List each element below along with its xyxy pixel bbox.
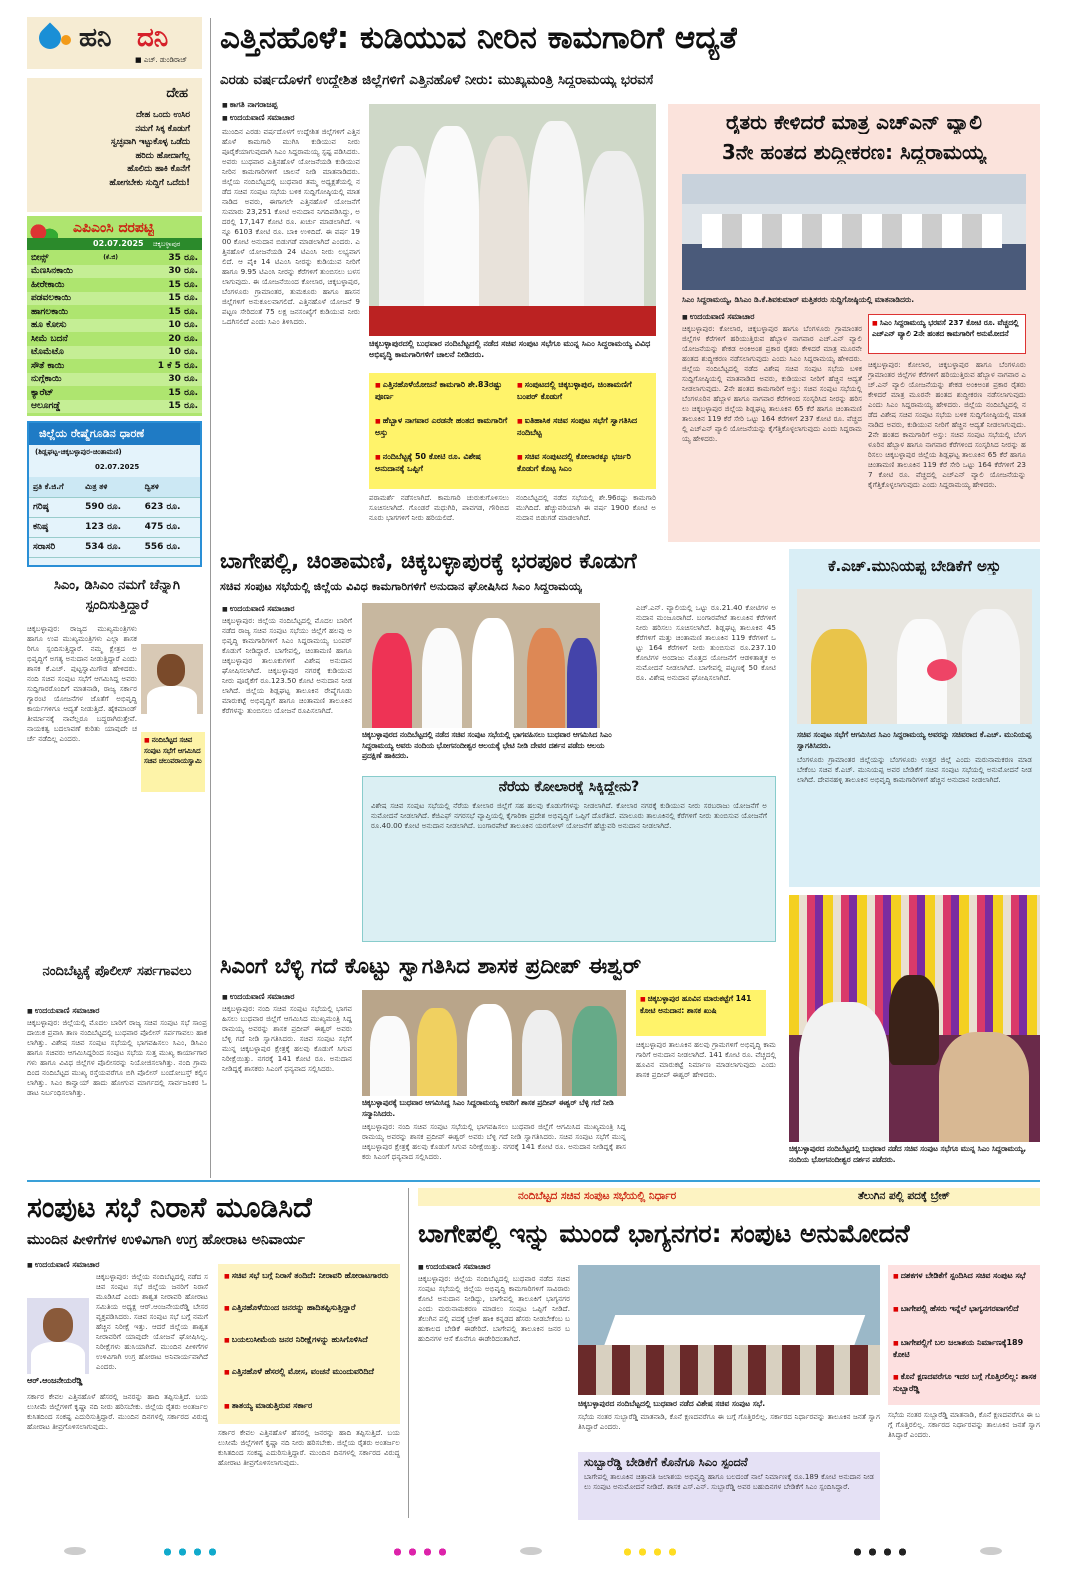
market-item-name: ಹೂ ಕೋಸು bbox=[31, 320, 67, 331]
logo-hani: ಹನಿ bbox=[79, 23, 112, 53]
hn-headline-2: 3ನೇ ಹಂತದ ಶುದ್ಧೀಕರಣ: ಸಿದ್ದರಾಮಯ್ಯ bbox=[721, 140, 987, 164]
hn-caption: ಸಿಎಂ ಸಿದ್ದರಾಮಯ್ಯ, ಡಿಸಿಎಂ ಡಿ.ಕೆ.ಶಿವಕುಮಾರ್ ಮತ್ತಿತರರು ಸುದ್ದಿಗೋಷ್ಠಿಯಲ್ಲಿ ಮಾತನಾಡಿದರು. bbox=[682, 295, 915, 304]
poem-box bbox=[27, 78, 202, 212]
lead-bullet: ■ ನಂದಿಬೆಟ್ಟಕ್ಕೆ 50 ಕೋಟಿ ರೂ. ವಿಶೇಷ ಅನುದಾನಕ್ಕೆ ಒಪ್ಪಿಗೆ bbox=[375, 451, 510, 474]
market-item-price: 30 ರೂ. bbox=[168, 374, 198, 385]
market-row bbox=[27, 373, 202, 387]
silk-date: 02.07.2025 bbox=[95, 463, 140, 471]
silk-title: ಜಿಲ್ಲೆಯ ರೇಷ್ಮೆಗೂಡಿನ ಧಾರಣೆ bbox=[39, 427, 145, 440]
bagepalli-headline: ಬಾಗೇಪಲ್ಲಿ, ಚಿಂತಾಮಣಿ, ಚಿಕ್ಕಬಳ್ಳಾಪುರಕ್ಕೆ ಭರಪೂರ ಕೊಡುಗೆ bbox=[220, 549, 637, 574]
market-rates bbox=[27, 216, 202, 416]
photo-figure bbox=[370, 1016, 410, 1096]
photo-figure bbox=[799, 1002, 889, 1142]
subba-title: ಸುಬ್ಬಾರೆಡ್ಡಿ ಬೇಡಿಕೆಗೆ ಕೊನೆಗೂ ಸಿಎಂ ಸ್ಪಂದನೆ bbox=[584, 1455, 748, 1469]
poem-line: ಹೋಗಬೇಕು ಸುದ್ದಿಗೆ ಒದೆದು! bbox=[109, 176, 190, 187]
poem-line: ಸ್ವಚ್ಛವಾಗಿ ಇಟ್ಟುಕೊಳ್ಳ ಒಡೆದು bbox=[110, 136, 190, 146]
hn-body-2: ಚಿಕ್ಕಬಳ್ಳಾಪುರ: ಕೋಲಾರ, ಚಿಕ್ಕಬಳ್ಳಾಪುರ ಹಾಗೂ ಬೆಂಗಳೂರು ಗ್ರಾಮಾಂತರ ಜಿಲ್ಲೆಗಳ ಕೆರೆಗಳಿಗೆ ಹರಿಯುತ್ತಿರುವ ಹೆಬ್ಬಾಳ ನಾಗವಾರ ಎಚ್.ಎನ್ ವ್ಯಾಲಿ ಯೋಜನೆಯನ್ನು ಶೇಕಡ ಅಂಕಿಅಂಶ ಪ್ರಕಾರ ರೈತರು ಕೇಳಿದರೆ ಮಾತ್ರ ಮೂರನೇ ಹಂತದ ಶುದ್ಧೀಕರಣ ನಡೆಸಲಾಗುವುದು ಎಂದು ಸಿಎಂ ಸಿದ್ದರಾಮಯ್ಯ ಹೇಳಿದರು. ಜಿಲ್ಲೆಯ ನಂದಿಬೆಟ್ಟದಲ್ಲಿ ನಡೆದ ವಿಶೇಷ ಸಚಿವ ಸಂಪುಟ ಸಭೆಯ ಬಳಿಕ ಸುದ್ದಿಗೋಷ್ಠಿಯಲ್ಲಿ ಮಾತನಾಡಿದ ಅವರು, ಕುಡಿಯುವ ನೀರಿಗೆ ಹೆಚ್ಚಿನ ಆದ್ಯತೆ ನೀಡಲಾಗುವುದು. 2ನೇ ಹಂತದ ಕಾಮಗಾರಿಗೆ ಅಸ್ತು: ಸಚಿವ ಸಂಪುಟ ಸಭೆಯಲ್ಲಿ ಬೆಂಗಳೂರಿನ ಹೆಬ್ಬಾಳ ಹಾಗೂ ನಾಗವಾರ ಕೆರೆಗಳಿಂದ ಸಂಸ್ಕರಿಸಿದ ನೀರನ್ನು ಹರಿಸಲು ಚಿಕ್ಕಬಳ್ಳಾಪುರ ಜಿಲ್ಲೆಯ ಶಿಡ್ಲಘಟ್ಟ ತಾಲೂಕಿನ 65 ಕೆರೆ ಹಾಗೂ ಚಿಂತಾಮಣಿ ತಾಲೂಕಿನ 119 ಕೆರೆ ಸೇರಿ ಒಟ್ಟು 164 ಕೆರೆಗಳಿಗೆ 237 ಕೋಟಿ ರೂ. ವೆಚ್ಚದಲ್ಲಿ ಎಚ್‌ಎನ್ ವ್ಯಾಲಿ ಯೋಜನೆಯನ್ನು ಕೈಗೆತ್ತಿಕೊಳ್ಳಲಾಗುವುದು ಎಂದು ಸಿದ್ದರಾಮಯ್ಯ ಹೇಳಿದರು. bbox=[868, 360, 1026, 489]
market-spacer bbox=[99, 305, 132, 319]
cm-box-photo bbox=[141, 644, 203, 714]
disappoint-body-lower: ಸರ್ಕಾರ ಕೇವಲ ಎತ್ತಿನಹೊಳೆ ಹೆಸರಲ್ಲಿ ಜನರನ್ನು ಹಾದಿ ತಪ್ಪಿಸುತ್ತಿದೆ. ಬಯಲುಸೀಮೆ ಜಿಲ್ಲೆಗಳಿಗೆ ಕೃಷ್ಣಾ ನದಿ ನೀರು ಹರಿಸಬೇಕು. ಜಿಲ್ಲೆಯ ರೈತರು ಅಂತರ್ಜಲ ಕುಸಿತದಿಂದ ಸಂಕಷ್ಟ ಎದುರಿಸುತ್ತಿದ್ದಾರೆ. ಮುಂದಿನ ದಿನಗಳಲ್ಲಿ ಸರ್ಕಾರದ ವಿರುದ್ಧ ಹೋರಾಟ ತೀವ್ರಗೊಳಿಸಲಾಗುವುದು. bbox=[27, 1392, 208, 1431]
orange-dot-icon bbox=[61, 35, 71, 45]
bhagya-kicker: ನಂದಿಬೆಟ್ಟದ ಸಚಿವ ಸಂಪುಟ ಸಭೆಯಲ್ಲಿ ನಿರ್ಧಾರ bbox=[518, 1190, 677, 1202]
police-body: ಚಿಕ್ಕಬಳ್ಳಾಪುರ: ಜಿಲ್ಲೆಯಲ್ಲಿ ಮೊದಲ ಬಾರಿಗೆ ರಾಜ್ಯ ಸಚಿವ ಸಂಪುಟ ಸಭೆ ಸಾಂಪ್ರದಾಯಿಕ ಪ್ರವಾಸಿ ತಾಣ ನಂದಿಬೆಟ್ಟದಲ್ಲಿ ಬುಧವಾರ ಪೊಲೀಸ್ ಸರ್ಪಗಾವಲು ಹಾಕಲಾಗಿತ್ತು. ವಿಶೇಷ ಸಚಿವ ಸಂಪುಟ ಸಭೆಯಲ್ಲಿ ಭಾಗವಹಿಸಲು ಸಿಎಂ, ಡಿಸಿಎಂ ಹಾಗೂ ಸಚಿವರು ಆಗಮಿಸಿದ್ದರಿಂದ ಸಂಪುಟ ಸಭೆಯ ಸುತ್ತ ಮುಖ್ಯ ಕಾರ್ಯಾಗಾರಗಳು ಹಾಗೂ ವಿವಿಧ ಜಿಲ್ಲೆಗಳ ಪೊಲೀಸರನ್ನು ನಿಯೋಜಿಸಲಾಗಿತ್ತು. ನಂದಿ ಗ್ರಾಮದಿಂದ ನಂದಿಬೆಟ್ಟದ ಮುಖ್ಯ ರಸ್ತೆಯವರೆಗೂ ಬಿಗಿ ಪೊಲೀಸ್ ಬಂದೋಬಸ್ತ್ ಕಲ್ಪಿಸಲಾಗಿತ್ತು. ಸಿಎಂ ಕಾನ್ವಾಯ್ ಹಾದು ಹೋಗುವ ಮಾರ್ಗದಲ್ಲಿ ಸಾರ್ವಜನಿಕರ ಓಡಾಟ ನಿರ್ಬಂಧಿಸಲಾಗಿತ್ತು. bbox=[27, 1018, 207, 1097]
market-spacer bbox=[99, 265, 132, 279]
photo-figure bbox=[811, 629, 867, 724]
market-row bbox=[27, 359, 202, 373]
silk-row bbox=[29, 497, 200, 517]
bhagya-bullet: ■ ಬಾಗೇಪಲ್ಲಿ ಹೆಸರು ಇನ್ನೆಲೆ ಭಾಗ್ಯನಗರವಾಗಲಿದೆ bbox=[893, 1303, 1037, 1315]
market-item-name: ಆಲೂಗಡ್ಡೆ bbox=[31, 401, 61, 412]
color-dots bbox=[390, 1547, 450, 1557]
market-item-price: 15 ರೂ. bbox=[168, 279, 198, 290]
disappoint-body-2: ಸರ್ಕಾರ ಕೇವಲ ಎತ್ತಿನಹೊಳೆ ಹೆಸರಲ್ಲಿ ಜನರನ್ನು ಹಾದಿ ತಪ್ಪಿಸುತ್ತಿದೆ. ಬಯಲುಸೀಮೆ ಜಿಲ್ಲೆಗಳಿಗೆ ಕೃಷ್ಣಾ ನದಿ ನೀರು ಹರಿಸಬೇಕು. ಜಿಲ್ಲೆಯ ರೈತರು ಅಂತರ್ಜಲ ಕುಸಿತದಿಂದ ಸಂಕಷ್ಟ ಎದುರಿಸುತ್ತಿದ್ದಾರೆ. ಮುಂದಿನ ದಿನಗಳಲ್ಲಿ ಸರ್ಕಾರದ ವಿರುದ್ಧ ಹೋರಾಟ ತೀವ್ರಗೊಳಿಸಲಾಗುವುದು. bbox=[218, 1428, 400, 1467]
market-item-price: 10 ರೂ. bbox=[168, 347, 198, 358]
market-item-name: ಹೀರೇಕಾಯಿ bbox=[31, 279, 65, 290]
hn-body-1: ಚಿಕ್ಕಬಳ್ಳಾಪುರ: ಕೋಲಾರ, ಚಿಕ್ಕಬಳ್ಳಾಪುರ ಹಾಗೂ ಬೆಂಗಳೂರು ಗ್ರಾಮಾಂತರ ಜಿಲ್ಲೆಗಳ ಕೆರೆಗಳಿಗೆ ಹರಿಯುತ್ತಿರುವ ಹೆಬ್ಬಾಳ ನಾಗವಾರ ಎಚ್.ಎನ್ ವ್ಯಾಲಿ ಯೋಜನೆಯನ್ನು ಶೇಕಡ ಅಂಕಿಅಂಶ ಪ್ರಕಾರ ರೈತರು ಕೇಳಿದರೆ ಮಾತ್ರ ಮೂರನೇ ಹಂತದ ಶುದ್ಧೀಕರಣ ನಡೆಸಲಾಗುವುದು ಎಂದು ಸಿಎಂ ಸಿದ್ದರಾಮಯ್ಯ ಹೇಳಿದರು. ಜಿಲ್ಲೆಯ ನಂದಿಬೆಟ್ಟದಲ್ಲಿ ನಡೆದ ವಿಶೇಷ ಸಚಿವ ಸಂಪುಟ ಸಭೆಯ ಬಳಿಕ ಸುದ್ದಿಗೋಷ್ಠಿಯಲ್ಲಿ ಮಾತನಾಡಿದ ಅವರು, ಕುಡಿಯುವ ನೀರಿಗೆ ಹೆಚ್ಚಿನ ಆದ್ಯತೆ ನೀಡಲಾಗುವುದು. 2ನೇ ಹಂತದ ಕಾಮಗಾರಿಗೆ ಅಸ್ತು: ಸಚಿವ ಸಂಪುಟ ಸಭೆಯಲ್ಲಿ ಬೆಂಗಳೂರಿನ ಹೆಬ್ಬಾಳ ಹಾಗೂ ನಾಗವಾರ ಕೆರೆಗಳಿಂದ ಸಂಸ್ಕರಿಸಿದ ನೀರನ್ನು ಹರಿಸಲು ಚಿಕ್ಕಬಳ್ಳಾಪುರ ಜಿಲ್ಲೆಯ ಶಿಡ್ಲಘಟ್ಟ ತಾಲೂಕಿನ 65 ಕೆರೆ ಹಾಗೂ ಚಿಂತಾಮಣಿ ತಾಲೂಕಿನ 119 ಕೆರೆ ಸೇರಿ ಒಟ್ಟು 164 ಕೆರೆಗಳಿಗೆ 237 ಕೋಟಿ ರೂ. ವೆಚ್ಚದಲ್ಲಿ ಎಚ್‌ಎನ್ ವ್ಯಾಲಿ ಯೋಜನೆಯನ್ನು ಕೈಗೆತ್ತಿಕೊಳ್ಳಲಾಗುವುದು ಎಂದು ಸಿದ್ದರಾಮಯ್ಯ ಹೇಳಿದರು. bbox=[682, 324, 862, 443]
photo-figure bbox=[472, 618, 514, 728]
market-row bbox=[27, 400, 202, 414]
market-item-name: ಹಾಗಲಕಾಯಿ bbox=[31, 306, 69, 317]
silk-header: ದ್ವಿತಳಿ bbox=[141, 477, 200, 497]
bouquet bbox=[927, 659, 957, 681]
market-item-name: ಕ್ಯಾರೆಟ್ bbox=[31, 387, 54, 398]
print-marks bbox=[0, 1535, 1080, 1565]
market-spacer bbox=[99, 386, 132, 400]
photo-banner bbox=[682, 174, 1026, 204]
market-item-name: ನುಗ್ಗೆಕಾಯಿ bbox=[31, 374, 62, 385]
silver-body: ಚಿಕ್ಕಬಳ್ಳಾಪುರ: ನಂದಿ ಸಚಿವ ಸಂಪುಟ ಸಭೆಯಲ್ಲಿ ಭಾಗವಹಿಸಲು ಬುಧವಾರ ಜಿಲ್ಲೆಗೆ ಆಗಮಿಸಿದ ಮುಖ್ಯಮಂತ್ರಿ ಸಿದ್ದರಾಮಯ್ಯ ಅವರನ್ನು ಶಾಸಕ ಪ್ರದೀಪ್ ಈಶ್ವರ್ ಅವರು ಬೆಳ್ಳಿ ಗದೆ ನೀಡಿ ಸ್ವಾಗತಿಸಿದರು. ಸಚಿವ ಸಂಪುಟ ಸಭೆಗೆ ಮುನ್ನ ಚಿಕ್ಕಬಳ್ಳಾಪುರ ಕ್ಷೇತ್ರಕ್ಕೆ ಹಲವು ಕೊಡುಗೆ ಸಿಗುವ ನಿರೀಕ್ಷೆಯಿತ್ತು. ನಗರಕ್ಕೆ 141 ಕೋಟಿ ರೂ. ಅನುದಾನ ನೀಡಿದ್ದಕ್ಕೆ ಶಾಸಕರು ಸಿಎಂಗೆ ಧನ್ಯವಾದ ಸಲ್ಲಿಸಿದರು. bbox=[222, 1004, 352, 1073]
photo-carpet bbox=[369, 306, 656, 336]
photo-figure bbox=[424, 126, 479, 336]
disappoint-body: ಚಿಕ್ಕಬಳ್ಳಾಪುರ: ಜಿಲ್ಲೆಯ ನಂದಿಬೆಟ್ಟದಲ್ಲಿ ನಡೆದ ಸಚಿವ ಸಂಪುಟ ಸಭೆ ಜಿಲ್ಲೆಯ ಜನರಿಗೆ ನಿರಾಸೆ ಮೂಡಿಸಿದೆ ಎಂದು ಶಾಶ್ವತ ನೀರಾವರಿ ಹೋರಾಟ ಸಮಿತಿಯ ಅಧ್ಯಕ್ಷ ಆರ್.ಆಂಜನೇಯರೆಡ್ಡಿ ಬೇಸರ ವ್ಯಕ್ತಪಡಿಸಿದರು. ಸಚಿವ ಸಂಪುಟ ಸಭೆ ಬಗ್ಗೆ ನಮಗೆ ಹೆಚ್ಚಿನ ನಿರೀಕ್ಷೆ ಇತ್ತು. ಆದರೆ ಜಿಲ್ಲೆಯ ಶಾಶ್ವತ ನೀರಾವರಿಗೆ ಯಾವುದೇ ಯೋಜನೆ ಘೋಷಿಸಿಲ್ಲ. ನಿರೀಕ್ಷೆಗಳು ಹುಸಿಯಾಗಿವೆ. ಮುಂದಿನ ಪೀಳಿಗೆಗಳ ಉಳಿವಿಗಾಗಿ ಉಗ್ರ ಹೋರಾಟ ಅನಿವಾರ್ಯವಾಗಿದೆ ಎಂದರು. bbox=[96, 1272, 208, 1371]
bhagya-photo bbox=[578, 1265, 880, 1395]
silk-row bbox=[29, 537, 200, 557]
kolar-body: ವಿಶೇಷ ಸಚಿವ ಸಂಪುಟ ಸಭೆಯಲ್ಲಿ ನೆರೆಯ ಕೋಲಾರ ಜಿಲ್ಲೆಗೆ ಸಹ ಹಲವು ಕೊಡುಗೆಗಳನ್ನು ನೀಡಲಾಗಿದೆ. ಕೋಲಾರ ನಗರಕ್ಕೆ ಕುಡಿಯುವ ನೀರು ಸರಬರಾಜು ಯೋಜನೆಗೆ ಅನುಮೋದನೆ ನೀಡಲಾಗಿದೆ. ಕೆಜಿಎಫ್ ನಗರಸಭೆ ವ್ಯಾಪ್ತಿಯಲ್ಲಿ ಕೈಗಾರಿಕಾ ಪ್ರದೇಶ ಅಭಿವೃದ್ಧಿಗೆ ಒಪ್ಪಿಗೆ ದೊರೆತಿದೆ. ಮಾಲೂರು ತಾಲೂಕಿನಲ್ಲಿ ಕೆರೆಗಳಿಗೆ ನೀರು ತುಂಬಿಸುವ ಯೋಜನೆಗೆ ರೂ.40.00 ಕೋಟಿ ಅನುದಾನ ನೀಡಲಾಗಿದೆ. ಬಂಗಾರಪೇಟೆ ತಾಲೂಕಿನ ಯರಗೋಳ್ ಯೋಜನೆಗೆ ಹೆಚ್ಚುವರಿ ಅನುದಾನ ನೀಡಲಾಗಿದೆ. bbox=[371, 801, 767, 830]
bagepalli-desk: ■ ಉದಯವಾಣಿ ಸಮಾಚಾರ bbox=[222, 604, 295, 614]
market-item-price: 15 ರೂ. bbox=[168, 387, 198, 398]
cm-box-title-1: ಸಿಎಂ, ಡಿಸಿಎಂ ನಮಗೆ ಚೆನ್ನಾಗಿ ಸ್ಪಂದಿಸುತ್ತಿದ್ದಾರೆ bbox=[54, 578, 180, 613]
portrait-face bbox=[157, 654, 185, 686]
bhagya-caption: ಚಿಕ್ಕಬಳ್ಳಾಪುರದ ನಂದಿಬೆಟ್ಟದಲ್ಲಿ ಬುಧವಾರ ನಡೆದ ವಿಶೇಷ ಸಚಿವ ಸಂಪುಟ ಸಭೆ. bbox=[578, 1399, 766, 1408]
bagepalli-caption: ಚಿಕ್ಕಬಳ್ಳಾಪುರದ ನಂದಿಬೆಟ್ಟದಲ್ಲಿ ನಡೆದ ಸಚಿವ ಸಂಪುಟ ಸಭೆಯಲ್ಲಿ ಭಾಗವಹಿಸಲು ಬುಧವಾರ ಆಗಮಿಸಿದ ಸಿಎಂ ಸಿದ್ದರಾಮಯ್ಯ ಅವರು ನಂದಿಯ ಭೋಗನಂದೀಶ್ವರ ಆಲಯಕ್ಕೆ ಭೇಟಿ ನೀಡಿ ದೇವರ ದರ್ಶನ ಪಡೆದು ಆಲಯ ಪ್ರದಕ್ಷಿಣೆ ಹಾಕಿದರು. bbox=[362, 730, 612, 760]
market-spacer bbox=[99, 359, 132, 373]
market-place: ಚಿಕ್ಕಬಳ್ಳಾಪುರ bbox=[153, 240, 181, 248]
lead-headline: ಎತ್ತಿನಹೊಳೆ: ಕುಡಿಯುವ ನೀರಿನ ಕಾಮಗಾರಿಗೆ ಆದ್ಯತೆ bbox=[220, 20, 738, 56]
silk-cell: 534 ರೂ. bbox=[81, 537, 140, 557]
market-item-name: ಸೌತೆ ಕಾಯಿ bbox=[31, 360, 65, 371]
market-item-name: ಪಡವಲಕಾಯಿ bbox=[31, 293, 72, 304]
photo-figure bbox=[467, 1004, 512, 1096]
silver-callout bbox=[636, 990, 766, 1036]
section-divider bbox=[27, 1180, 1040, 1182]
disappoint-portrait bbox=[27, 1298, 89, 1374]
poem-title: ದೇಹ bbox=[166, 86, 188, 101]
silk-row bbox=[29, 517, 200, 537]
lead-subhead: ಎರಡು ವರ್ಷದೊಳಗೆ ಉದ್ದೇಶಿತ ಜಿಲ್ಲೆಗಳಿಗೆ ಎತ್ತಿನಹೊಳೆ ನೀರು: ಮುಖ್ಯಮಂತ್ರಿ ಸಿದ್ದರಾಮಯ್ಯ ಭರವಸೆ bbox=[220, 72, 654, 88]
lead-bullet: ■ ಸಂಪುಟದಲ್ಲಿ ಚಿಕ್ಕಬಳ್ಳಾಪುರ, ಚಿಂತಾಮಣಿಗೆ ಬಂಪರ್ ಕೊಡುಗೆ bbox=[517, 379, 652, 402]
police-desk: ■ ಉದಯವಾಣಿ ಸಮಾಚಾರ bbox=[27, 1006, 100, 1016]
hn-callout bbox=[868, 314, 1026, 354]
hn-desk: ■ ಉದಯವಾಣಿ ಸಮಾಚಾರ bbox=[682, 312, 755, 322]
temple-caption: ಚಿಕ್ಕಬಳ್ಳಾಪುರದ ನಂದಿಬೆಟ್ಟದಲ್ಲಿ ಬುಧವಾರ ನಡೆದ ಸಚಿವ ಸಂಪುಟ ಸಭೆಗೂ ಮುನ್ನ ಸಿಎಂ ಸಿದ್ದರಾಮಯ್ಯ, ನಂದಿಯ ಭೋಗನಂದೀಶ್ವರ ದರ್ಶನ ಪಡೆದರು. bbox=[789, 1144, 1027, 1164]
bhagya-body-2: ಸಭೆಯ ನಂತರ ಸುಬ್ಬಾರೆಡ್ಡಿ ಮಾತನಾಡಿ, ಕೊನೆ ಕ್ಷಣದವರೆಗೂ ಈ ಬಗ್ಗೆ ಗೊತ್ತಿರಲಿಲ್ಲ. ಸರ್ಕಾರದ ನಿರ್ಧಾರವನ್ನು ತಾಲೂಕಿನ ಜನತೆ ಸ್ವಾಗತಿಸಿದ್ದಾರೆ ಎಂದರು. bbox=[888, 1410, 1040, 1439]
portrait-face bbox=[43, 1308, 73, 1342]
bhagya-body: ಚಿಕ್ಕಬಳ್ಳಾಪುರ: ಜಿಲ್ಲೆಯ ನಂದಿಬೆಟ್ಟದಲ್ಲಿ ಬುಧವಾರ ನಡೆದ ಸಚಿವ ಸಂಪುಟ ಸಭೆಯಲ್ಲಿ ಜಿಲ್ಲೆಯ ಅಭಿವೃದ್ಧಿ ಕಾಮಗಾರಿಗಳಿಗೆ ಸಾವಿರಾರು ಕೋಟಿ ಅನುದಾನ ನೀಡಿದ್ದು, ಬಾಗೇಪಲ್ಲಿ ತಾಲೂಕಿಗೆ ಭಾಗ್ಯನಗರ ಎಂದು ಮರುನಾಮಕರಣ ಮಾಡಲು ಸಂಪುಟ ಒಪ್ಪಿಗೆ ನೀಡಿದೆ. ತೆಲುಗಿನ ಪಲ್ಲಿ ಪದಕ್ಕೆ ಬ್ರೇಕ್ ಹಾಕಿ ಕನ್ನಡದ ಹೆಸರು ನೀಡಬೇಕೆಂಬ ಬಹುಕಾಲದ ಬೇಡಿಕೆ ಈಡೇರಿದೆ. ಬಾಗೇಪಲ್ಲಿ ತಾಲೂಕಿನ ಜನರ ಬಹುದಿನಗಳ ಆಸೆ ಕೊನೆಗೂ ಈಡೇರಿದಂತಾಗಿದೆ. bbox=[418, 1274, 570, 1343]
hn-headline-1: ರೈತರು ಕೇಳಿದರೆ ಮಾತ್ರ ಎಚ್‌ಎನ್ ವ್ಯಾಲಿ bbox=[726, 110, 982, 134]
police-title: ನಂದಿಬೆಟ್ಟಕ್ಕೆ ಪೊಲೀಸ್ ಸರ್ಪಗಾವಲು bbox=[42, 964, 192, 979]
color-dots bbox=[620, 1547, 680, 1557]
column-rule bbox=[210, 18, 211, 1178]
market-row bbox=[27, 292, 202, 306]
photo-figures bbox=[702, 214, 1002, 248]
photo-figure bbox=[567, 638, 597, 728]
silver-body-3: ಚಿಕ್ಕಬಳ್ಳಾಪುರ ತಾಲೂಕಿನ ಹಲವು ಗ್ರಾಮಗಳಿಗೆ ಅಭಿವೃದ್ಧಿ ಕಾಮಗಾರಿಗೆ ಅನುದಾನ ನೀಡಲಾಗಿದೆ. 141 ಕೋಟಿ ರೂ. ವೆಚ್ಚದಲ್ಲಿ ಹೂವಿನ ಮಾರುಕಟ್ಟೆ ನಿರ್ಮಾಣ ಮಾಡಲಾಗುವುದು ಎಂದು ಶಾಸಕ ಪ್ರದೀಪ್ ಈಶ್ವರ್ ಹೇಳಿದರು. bbox=[636, 1040, 776, 1079]
photo-figure bbox=[962, 609, 1020, 724]
silver-callout-text: ■ ಚಿಕ್ಕಬಳ್ಳಾಪುರ ಹೂವಿನ ಮಾರುಕಟ್ಟೆಗೆ 141 ಕೋಟಿ ಅನುದಾನ: ಶಾಸಕ ಖುಷಿ bbox=[636, 990, 766, 1020]
market-item-price: 15 ರೂ. bbox=[168, 293, 198, 304]
poem-line: ಹರಿದು ಹೋದಾಗೆಲ್ಲ bbox=[135, 149, 190, 160]
silver-body-2: ಚಿಕ್ಕಬಳ್ಳಾಪುರ: ನಂದಿ ಸಚಿವ ಸಂಪುಟ ಸಭೆಯಲ್ಲಿ ಭಾಗವಹಿಸಲು ಬುಧವಾರ ಜಿಲ್ಲೆಗೆ ಆಗಮಿಸಿದ ಮುಖ್ಯಮಂತ್ರಿ ಸಿದ್ದರಾಮಯ್ಯ ಅವರನ್ನು ಶಾಸಕ ಪ್ರದೀಪ್ ಈಶ್ವರ್ ಅವರು ಬೆಳ್ಳಿ ಗದೆ ನೀಡಿ ಸ್ವಾಗತಿಸಿದರು. ಸಚಿವ ಸಂಪುಟ ಸಭೆಗೆ ಮುನ್ನ ಚಿಕ್ಕಬಳ್ಳಾಪುರ ಕ್ಷೇತ್ರಕ್ಕೆ ಹಲವು ಕೊಡುಗೆ ಸಿಗುವ ನಿರೀಕ್ಷೆಯಿತ್ತು. ನಗರಕ್ಕೆ 141 ಕೋಟಿ ರೂ. ಅನುದಾನ ನೀಡಿದ್ದಕ್ಕೆ ಶಾಸಕರು ಸಿಎಂಗೆ ಧನ್ಯವಾದ ಸಲ್ಲಿಸಿದರು. bbox=[362, 1122, 626, 1161]
lead-body: ಮುಂದಿನ ಎರಡು ವರ್ಷದೊಳಗೆ ಉದ್ದೇಶಿತ ಜಿಲ್ಲೆಗಳಿಗೆ ಎತ್ತಿನಹೊಳೆ ಕಾಮಗಾರಿ ಮುಗಿಸಿ ಕುಡಿಯುವ ನೀರು ಪೂರೈಕೆಯಾಗುವುದಾಗಿ ಸಿಎಂ ಸಿದ್ದರಾಮಯ್ಯ ಸ್ಪಷ್ಟ ಪಡಿಸಿದರು. ಅವರು ಬುಧವಾರ ಎತ್ತಿನಹೊಳೆ ಯೋಜನೆಯಡಿ ಕುಡಿಯುವ ನೀರಿನ ಕಾಮಗಾರಿಗಳಿಗೆ ಚಾಲನೆ ನೀಡಿ ಮಾತನಾಡಿದರು. ಜಿಲ್ಲೆಯ ನಂದಿಬೆಟ್ಟದಲ್ಲಿ ಬುಧವಾರ ತಮ್ಮ ಅಧ್ಯಕ್ಷತೆಯಲ್ಲಿ ನಡೆದ ಸಚಿವ ಸಂಪುಟ ಸಭೆಯ ಬಳಿಕ ಸುದ್ದಿಗೋಷ್ಠಿಯಲ್ಲಿ ಮಾತನಾಡಿದ ಅವರು, ಈಗಾಗಲೇ ಎತ್ತಿನಹೊಳೆ ಯೋಜನೆಗೆ ಸುಮಾರು 23,251 ಕೋಟಿ ಅನುದಾನ ನಿಗದಿಪಡಿಸಿದ್ದು, ಅದರಲ್ಲಿ 17,147 ಕೋಟಿ ರೂ. ಖರ್ಚು ಮಾಡಲಾಗಿದೆ. ಇನ್ನೂ 6103 ಕೋಟಿ ರೂ. ಬಾಕಿ ಉಳಿದಿದೆ. ಈ ವರ್ಷ 1900 ಕೋಟಿ ಅನುದಾನ ಬಿಡುಗಡೆ ಮಾಡಲಾಗಿದೆ ಎಂದರು. ಎತ್ತಿನಹೊಳೆ ಯೋಜನೆಯಡಿ 24 ಟಿಎಂಸಿ ನೀರು ಲಭ್ಯವಾಗಲಿದೆ. ಆ ಪೈಕಿ 14 ಟಿಎಂಸಿ ನೀರನ್ನು ಕುಡಿಯುವ ನೀರಿಗೆ ಹಾಗೂ 9.95 ಟಿಎಂಸಿ ನೀರನ್ನು ಕೆರೆಗಳಿಗೆ ತುಂಬಿಸಲು ಬಳಸಲಾಗುವುದು. ಈ ಯೋಜನೆಯಿಂದ ಕೋಲಾರ, ಚಿಕ್ಕಬಳ್ಳಾಪುರ, ಬೆಂಗಳೂರು ಗ್ರಾಮಾಂತರ, ತುಮಕೂರು ಹಾಗೂ ಹಾಸನ ಜಿಲ್ಲೆಗಳಿಗೆ ಅನುಕೂಲವಾಗಲಿದೆ. ಎತ್ತಿನಹೊಳೆ ಯೋಜನೆ 9 ಪಟ್ಟಣ ಸೇರಿದಂತೆ 75 ಲಕ್ಷ ಜನಸಂಖ್ಯೆಗೆ ಕುಡಿಯುವ ನೀರು ಒದಗಿಸಲಿದೆ ಎಂದು ಸಿಎಂ ತಿಳಿಸಿದರು. bbox=[222, 127, 360, 326]
bagepalli-body: ಚಿಕ್ಕಬಳ್ಳಾಪುರ: ಜಿಲ್ಲೆಯ ನಂದಿಬೆಟ್ಟದಲ್ಲಿ ಮೊದಲ ಬಾರಿಗೆ ನಡೆದ ರಾಜ್ಯ ಸಚಿವ ಸಂಪುಟ ಸಭೆಯು ಜಿಲ್ಲೆಗೆ ಹಲವು ಅಭಿವೃದ್ಧಿ ಕಾಮಗಾರಿಗಳಿಗೆ ಸಿಎಂ ಸಿದ್ದರಾಮಯ್ಯ ಬಂಪರ್ ಕೊಡುಗೆ ನೀಡಿದ್ದಾರೆ. ಬಾಗೇಪಲ್ಲಿ, ಚಿಂತಾಮಣಿ ಹಾಗೂ ಚಿಕ್ಕಬಳ್ಳಾಪುರ ತಾಲೂಕುಗಳಿಗೆ ವಿಶೇಷ ಅನುದಾನ ಘೋಷಿಸಲಾಗಿದೆ. ಚಿಕ್ಕಬಳ್ಳಾಪುರ ನಗರಕ್ಕೆ ಕುಡಿಯುವ ನೀರು ಪೂರೈಕೆಗೆ ರೂ.123.50 ಕೋಟಿ ಅನುದಾನ ನೀಡಲಾಗಿದೆ. ಜಿಲ್ಲೆಯ ಶಿಡ್ಲಘಟ್ಟ ತಾಲೂಕಿನ ರೇಷ್ಮೆಗೂಡು ಮಾರುಕಟ್ಟೆ ಅಭಿವೃದ್ಧಿಗೆ ಹಾಗೂ ಚಿಂತಾಮಣಿ ತಾಲೂಕಿನ ಕೆರೆಗಳನ್ನು ತುಂಬಿಸಲು ಯೋಜನೆ ರೂಪಿಸಲಾಗಿದೆ. bbox=[222, 616, 352, 715]
silk-cell: 590 ರೂ. bbox=[81, 497, 140, 517]
silk-cell: 123 ರೂ. bbox=[81, 517, 140, 537]
color-dots bbox=[850, 1547, 910, 1557]
photo-figure bbox=[939, 1032, 1029, 1142]
kolar-title: ನೆರೆಯ ಕೋಲಾರಕ್ಕೆ ಸಿಕ್ಕಿದ್ದೇನು? bbox=[498, 779, 640, 795]
subba-body: ಬಾಗೇಪಲ್ಲಿ ತಾಲೂಕಿನ ಚಿತ್ರಾವತಿ ಜಲಾಶಯ ಅಭಿವೃದ್ಧಿ ಹಾಗೂ ಬಲದಂಡೆ ನಾಲೆ ನಿರ್ಮಾಣಕ್ಕೆ ರೂ.189 ಕೋಟಿ ಅನುದಾನ ನೀಡಲು ಸಂಪುಟ ಅನುಮೋದನೆ ನೀಡಿದೆ. ಶಾಸಕ ಎಸ್.ಎನ್. ಸುಬ್ಬಾರೆಡ್ಡಿ ಅವರ ಬಹುದಿನಗಳ ಬೇಡಿಕೆಗೆ ಸಿಎಂ ಸ್ಪಂದಿಸಿದ್ದಾರೆ. bbox=[584, 1472, 874, 1491]
poem-line: ಹೊಲಿದು ಹಾಕಿ ಕೊನೆಗೆ bbox=[127, 163, 190, 173]
bhagya-bullet: ■ ದಶಕಗಳ ಬೇಡಿಕೆಗೆ ಸ್ಪಂದಿಸಿದ ಸಚಿವ ಸಂಪುಟ ಸಭೆ bbox=[893, 1270, 1037, 1282]
muniyappa-headline: ಕೆ.ಎಚ್.ಮುನಿಯಪ್ಪ ಬೇಡಿಕೆಗೆ ಅಸ್ತು bbox=[828, 557, 1001, 575]
photo-figure bbox=[372, 633, 412, 728]
lead-bullet: ■ ಹೆಬ್ಬಾಳ ನಾಗವಾರ ಎರಡನೇ ಹಂತದ ಕಾಮಗಾರಿಗೆ ಅಸ್ತು bbox=[375, 415, 510, 438]
lead-body-3: ನಂದಿಬೆಟ್ಟದಲ್ಲಿ ನಡೆದ ಸಭೆಯಲ್ಲಿ ಶೇ.96ರಷ್ಟು ಕಾಮಗಾರಿ ಮುಗಿದಿದೆ. ಹೆಚ್ಚುವರಿಯಾಗಿ ಈ ವರ್ಷ 1900 ಕೋಟಿ ಅನುದಾನ ಬಿಡುಗಡೆ ಮಾಡಲಾಗಿದೆ. bbox=[516, 493, 656, 522]
silver-headline: ಸಿಎಂಗೆ ಬೆಳ್ಳಿ ಗದೆ ಕೊಟ್ಟು ಸ್ವಾಗತಿಸಿದ ಶಾಸಕ ಪ್ರದೀಪ್ ಈಶ್ವರ್ bbox=[220, 954, 642, 979]
silk-cell: 623 ರೂ. bbox=[141, 497, 200, 517]
silk-cell: ಸರಾಸರಿ bbox=[29, 537, 81, 557]
photo-figure bbox=[522, 1010, 562, 1096]
market-title: ಎಪಿಎಂಸಿ ದರಪಟ್ಟಿ bbox=[73, 220, 155, 236]
silk-cell: ಕನಿಷ್ಠ bbox=[29, 517, 81, 537]
bhagya-bullet: ■ ಕೊನೆ ಕ್ಷಣದವರೆಗೂ ಇದರ ಬಗ್ಗೆ ಗೊತ್ತಿರಲಿಲ್ಲ: ಶಾಸಕ ಸುಬ್ಬಾರೆಡ್ಡಿ bbox=[893, 1371, 1037, 1394]
cm-box-callout bbox=[141, 732, 205, 792]
market-row bbox=[27, 278, 202, 292]
portrait-body bbox=[147, 686, 197, 714]
disappoint-bullet: ■ ಬಯಲುಸೀಮೆಯ ಜನರ ನಿರೀಕ್ಷೆಗಳನ್ನು ಹುಸಿಗೊಳಿಸಿದೆ bbox=[224, 1334, 396, 1346]
market-item-price: 20 ರೂ. bbox=[168, 333, 198, 344]
lead-photo bbox=[369, 104, 656, 336]
disappoint-person: ಆರ್.ಆಂಜನೇಯರೆಡ್ಡಿ bbox=[27, 1376, 83, 1385]
subba-box bbox=[578, 1452, 880, 1520]
market-row bbox=[27, 386, 202, 400]
column-rule-bottom bbox=[408, 1188, 409, 1518]
market-item-price: 15 ರೂ. bbox=[168, 401, 198, 412]
reg-dot bbox=[980, 1547, 1002, 1555]
muniyappa-section bbox=[789, 549, 1040, 887]
bagepalli-photo bbox=[362, 603, 600, 728]
portrait-body bbox=[31, 1342, 85, 1374]
market-item-name: ಬೀನ್ಸ್ bbox=[31, 252, 49, 263]
market-spacer bbox=[99, 292, 132, 306]
police-section bbox=[27, 960, 207, 1175]
market-item-price: 1 ಕೆ 5 ರೂ. bbox=[157, 360, 198, 371]
market-unit: (ಕೆ.ಜಿ) bbox=[103, 253, 119, 261]
lead-bullet: ■ ಐತಿಹಾಸಿಕ ಸಚಿವ ಸಂಪುಟ ಸಭೆಗೆ ಸ್ವಾಗತಿಸಿದ ನಂದಿಬೆಟ್ಟ bbox=[517, 415, 652, 438]
muniyappa-caption: ಸಚಿವ ಸಂಪುಟ ಸಭೆಗೆ ಆಗಮಿಸಿದ ಸಿಎಂ ಸಿದ್ದರಾಮಯ್ಯ ಅವರನ್ನು ಸಚಿವರಾದ ಕೆ.ಎಚ್. ಮುನಿಯಪ್ಪ ಸ್ವಾಗತಿಸಿದರು. bbox=[797, 730, 1032, 750]
photo-figure bbox=[527, 628, 565, 728]
disappoint-bullets bbox=[218, 1264, 400, 1424]
hn-photo bbox=[682, 174, 1026, 290]
market-spacer bbox=[99, 400, 132, 414]
lead-photo-caption: ಚಿಕ್ಕಬಳ್ಳಾಪುರದಲ್ಲಿ ಬುಧವಾರ ನಂದಿಬೆಟ್ಟದಲ್ಲಿ ನಡೆದ ಸಚಿವ ಸಂಪುಟ ಸಭೆಗೂ ಮುನ್ನ ಸಿಎಂ ಸಿದ್ದರಾಮಯ್ಯ ವಿವಿಧ ಅಭಿವೃದ್ಧಿ ಕಾಮಗಾರಿಗಳಿಗೆ ಚಾಲನೆ ನೀಡಿದರು. bbox=[369, 339, 651, 359]
cm-box-callout-text: ■ ನಂದಿಬೆಟ್ಟದ ಸಚಿವ ಸಂಪುಟ ಸಭೆಗೆ ಆಗಮಿಸಿದ ಸಚಿವ ಚಲುವರಾಯಸ್ವಾಮಿ bbox=[141, 732, 205, 769]
kolar-box bbox=[362, 776, 776, 942]
bhagya-kicker-2: ತೆಲುಗಿನ ಪಲ್ಲಿ ಪದಕ್ಕೆ ಬ್ರೇಕ್ bbox=[858, 1190, 950, 1202]
market-spacer bbox=[99, 346, 132, 360]
lead-bullet: ■ ಸಚಿವ ಸಂಪುಟದಲ್ಲಿ ಕೋಲಾರಕ್ಕೂ ಭರ್ಜರಿ ಕೊಡುಗೆ ಕೊಟ್ಟ ಸಿಎಂ bbox=[517, 451, 652, 474]
cm-box-body: ಚಿಕ್ಕಬಳ್ಳಾಪುರ: ರಾಜ್ಯದ ಮುಖ್ಯಮಂತ್ರಿಗಳು ಹಾಗೂ ಉಪ ಮುಖ್ಯಮಂತ್ರಿಗಳು ಎಲ್ಲಾ ಶಾಸಕರಿಗೂ ಸ್ಪಂದಿಸುತ್ತಿದ್ದಾರೆ. ನಮ್ಮ ಕ್ಷೇತ್ರದ ಅಭಿವೃದ್ಧಿಗೆ ಅಗತ್ಯ ಅನುದಾನ ನೀಡುತ್ತಿದ್ದಾರೆ ಎಂದು ಶಾಸಕ ಕೆ.ಎಚ್. ಪುಟ್ಟಸ್ವಾಮಿಗೌಡ ಹೇಳಿದರು. ನಂದಿ ಸಚಿವ ಸಂಪುಟ ಸಭೆಗೆ ಆಗಮಿಸಿದ್ದ ಅವರು ಸುದ್ದಿಗಾರರೊಂದಿಗೆ ಮಾತನಾಡಿ, ರಾಜ್ಯ ಸರ್ಕಾರ ಗ್ಯಾರಂಟಿ ಯೋಜನೆಗಳ ಜೊತೆಗೆ ಅಭಿವೃದ್ಧಿ ಕಾರ್ಯಗಳಿಗೂ ಆದ್ಯತೆ ನೀಡುತ್ತಿದೆ. ಹೈಕಮಾಂಡ್ ತೀರ್ಮಾನಕ್ಕೆ ನಾವೆಲ್ಲರೂ ಬದ್ಧರಾಗಿರುತ್ತೇವೆ. ನಾಯಕತ್ವ ಬದಲಾವಣೆ ಕುರಿತು ಯಾವುದೇ ಚರ್ಚೆ ನಡೆದಿಲ್ಲ ಎಂದರು. bbox=[27, 624, 137, 743]
bhagya-headline: ಬಾಗೇಪಲ್ಲಿ ಇನ್ನು ಮುಂದೆ ಭಾಗ್ಯನಗರ: ಸಂಪುಟ ಅನುಮೋದನೆ bbox=[418, 1219, 910, 1248]
disappoint-subhead: ಮುಂದಿನ ಪೀಳಿಗೆಗಳ ಉಳಿವಿಗಾಗಿ ಉಗ್ರ ಹೋರಾಟ ಅನಿವಾರ್ಯ bbox=[27, 1232, 305, 1248]
market-date: 02.07.2025 bbox=[93, 239, 144, 248]
author: ■ ಎಚ್. ಡುಂಡಿರಾಜ್ bbox=[135, 56, 188, 64]
market-row bbox=[27, 346, 202, 360]
silver-photo bbox=[362, 990, 626, 1096]
photo-table bbox=[682, 244, 1026, 290]
silk-table bbox=[29, 477, 200, 558]
bhagya-bullet: ■ ಬಾಗೇಪಲ್ಲಿಗೆ ಬಲ ಜಲಾಶಯ ನಿರ್ಮಾಣಕ್ಕೆ189 ಕೋಟಿ bbox=[893, 1337, 1037, 1360]
cm-box bbox=[27, 572, 207, 952]
photo-figure bbox=[417, 1008, 457, 1096]
bhagya-body-mid: ಸಭೆಯ ನಂತರ ಸುಬ್ಬಾರೆಡ್ಡಿ ಮಾತನಾಡಿ, ಕೊನೆ ಕ್ಷಣದವರೆಗೂ ಈ ಬಗ್ಗೆ ಗೊತ್ತಿರಲಿಲ್ಲ. ಸರ್ಕಾರದ ನಿರ್ಧಾರವನ್ನು ತಾಲೂಕಿನ ಜನತೆ ಸ್ವಾಗತಿಸಿದ್ದಾರೆ ಎಂದರು. bbox=[578, 1412, 880, 1431]
lead-bullets bbox=[369, 373, 656, 489]
silk-subtitle: (ಶಿಡ್ಲಘಟ್ಟ-ಚಿಕ್ಕಬಳ್ಳಾಪುರ-ಚಿಂತಾಮಣಿ) bbox=[35, 448, 122, 456]
market-item-price: 15 ರೂ. bbox=[168, 306, 198, 317]
market-item-name: ಟೊಮೆಟೊ bbox=[31, 347, 64, 358]
photo-figure bbox=[529, 121, 584, 336]
market-spacer bbox=[99, 278, 132, 292]
silk-header: ಮಿತ್ರ ತಳಿ bbox=[81, 477, 140, 497]
color-dots bbox=[160, 1547, 220, 1557]
silver-desk: ■ ಉದಯವಾಣಿ ಸಮಾಚಾರ bbox=[222, 992, 295, 1002]
photo-figure bbox=[422, 628, 462, 728]
poem-lines bbox=[109, 108, 190, 189]
bhagya-bullets bbox=[888, 1265, 1040, 1405]
bagepalli-subhead: ಸಚಿವ ಸಂಪುಟ ಸಭೆಯಲ್ಲಿ ಜಿಲ್ಲೆಯ ವಿವಿಧ ಕಾಮಗಾರಿಗಳಿಗೆ ಅನುದಾನ ಘೋಷಿಸಿದ ಸಿಎಂ ಸಿದ್ದರಾಮಯ್ಯ bbox=[220, 580, 583, 593]
silk-header: ಪ್ರತಿ ಕೆ.ಜಿ.ಗೆ bbox=[29, 477, 81, 497]
market-spacer bbox=[99, 332, 132, 346]
silk-rates bbox=[27, 421, 202, 567]
silver-caption: ಚಿಕ್ಕಬಳ್ಳಾಪುರಕ್ಕೆ ಬುಧವಾರ ಆಗಮಿಸಿದ್ದ ಸಿಎಂ ಸಿದ್ದರಾಮಯ್ಯ ಅವರಿಗೆ ಶಾಸಕ ಪ್ರದೀಪ್ ಈಶ್ವರ್ ಬೆಳ್ಳಿ ಗದೆ ನೀಡಿ ಸನ್ಮಾನಿಸಿದರು. bbox=[362, 1098, 614, 1118]
disappoint-headline: ಸಂಪುಟ ಸಭೆ ನಿರಾಸೆ ಮೂಡಿಸಿದೆ bbox=[27, 1191, 313, 1224]
muniyappa-body: ಬೆಂಗಳೂರು ಗ್ರಾಮಾಂತರ ಜಿಲ್ಲೆಯನ್ನು ಬೆಂಗಳೂರು ಉತ್ತರ ಜಿಲ್ಲೆ ಎಂದು ಮರುನಾಮಕರಣ ಮಾಡಬೇಕೆಂಬ ಸಚಿವ ಕೆ.ಎಚ್. ಮುನಿಯಪ್ಪ ಅವರ ಬೇಡಿಕೆಗೆ ಸಚಿವ ಸಂಪುಟ ಸಭೆಯಲ್ಲಿ ಅನುಮೋದನೆ ನೀಡಲಾಗಿದೆ. ದೇವನಹಳ್ಳಿ ತಾಲೂಕಿನ ಅಭಿವೃದ್ಧಿ ಕಾಮಗಾರಿಗಳಿಗೆ ಹೆಚ್ಚಿನ ಅನುದಾನ ನೀಡಲಾಗಿದೆ. bbox=[797, 755, 1032, 784]
market-spacer bbox=[99, 373, 132, 387]
disappoint-bullet: ■ ಎತ್ತಿನಹೊಳೆ ಹೆಸರಲ್ಲಿ ಮೋಸ, ವಂಚನೆ ಮುಂದುವರಿದಿದೆ bbox=[224, 1366, 396, 1378]
logo-dani: ದನಿ bbox=[137, 23, 169, 53]
photo-chairs bbox=[578, 1345, 880, 1395]
lead-byline: ■ ಕಾಗತಿ ನಾಗರಾಜಪ್ಪ bbox=[222, 100, 277, 110]
market-item-price: 35 ರೂ. bbox=[168, 252, 198, 263]
market-item-price: 10 ರೂ. bbox=[168, 320, 198, 331]
masthead bbox=[27, 17, 202, 69]
market-row bbox=[27, 265, 202, 279]
disappoint-bullet: ■ ಸಚಿವ ಸಭೆ ಬಗ್ಗೆ ನಿರಾಸೆ ತಂದಿದೆ: ನೀರಾವರಿ ಹೋರಾಟಗಾರರು bbox=[224, 1270, 396, 1282]
disappoint-bullet: ■ ಎತ್ತಿನಹೊಳೆಯಿಂದ ಜನರನ್ನು ಹಾದಿತಪ್ಪಿಸುತ್ತಿದ್ದಾರೆ bbox=[224, 1302, 396, 1314]
market-item-price: 30 ರೂ. bbox=[168, 266, 198, 277]
market-item-name: ಮೆಣಸಿನಕಾಯಿ bbox=[31, 266, 73, 277]
lead-body-2: ಪರಾಮರ್ಶೆ ನಡೆಸಲಾಗಿದೆ. ಕಾಮಗಾರಿ ಚುರುಕುಗೊಳಿಸಲು ಸೂಚಿಸಲಾಗಿದೆ. ಗೊಂಡರೆ ಮಧುಗಿರಿ, ಪಾವಗಡ, ಗೌರಿಬಿದನೂರು ಭಾಗಗಳಿಗೆ ನೀರು ಹರಿಯಲಿದೆ. bbox=[369, 493, 509, 522]
lead-desk: ■ ಉದಯವಾಣಿ ಸಮಾಚಾರ bbox=[222, 113, 295, 123]
silk-cell: 475 ರೂ. bbox=[141, 517, 200, 537]
idol bbox=[889, 975, 939, 1065]
bagepalli-body-2: ಎಚ್.ಎನ್. ವ್ಯಾಲಿಯಲ್ಲಿ ಒಟ್ಟು ರೂ.21.40 ಕೋಟಿಗಳ ಅನುದಾನ ಮಂಜೂರಾಗಿದೆ. ಬಂಗಾರಪೇಟೆ ತಾಲೂಕಿನ ಕೆರೆಗಳಿಗೆ ನೀರು ಹರಿಸಲು ಸೂಚಿಸಲಾಗಿದೆ. ಶಿಡ್ಲಘಟ್ಟ ತಾಲೂಕಿನ 45 ಕೆರೆಗಳಿಗೆ ಮತ್ತು ಚಿಂತಾಮಣಿ ತಾಲೂಕಿನ 119 ಕೆರೆಗಳಿಗೆ ಒಟ್ಟು 164 ಕೆರೆಗಳಿಗೆ ನೀರು ತುಂಬಿಸುವ ರೂ.237.10 ಕೋಟಿಗಳ ಅಂದಾಜು ಮೊತ್ತದ ಯೋಜನೆಗೆ ಆಡಳಿತಾತ್ಮಕ ಅನುಮೋದನೆ ನೀಡಲಾಗಿದೆ. ಬಾಗೇಪಲ್ಲಿ ಪಟ್ಟಣಕ್ಕೆ 50 ಕೋಟಿ ರೂ. ವಿಶೇಷ ಅನುದಾನ ಘೋಷಿಸಲಾಗಿದೆ. bbox=[636, 603, 776, 682]
hn-callout-text: ■ ಸಿಎಂ ಸಿದ್ದರಾಮಯ್ಯ ಭರವಸೆ 237 ಕೋಟಿ ರೂ. ವೆಚ್ಚದಲ್ಲಿ ಎಚ್‌ಎನ್ ವ್ಯಾಲಿ 2ನೇ ಹಂತದ ಕಾಮಗಾರಿಗೆ ಅನುಮೋದನೆ bbox=[869, 315, 1025, 342]
temple-photo bbox=[789, 895, 1040, 1142]
reg-dot bbox=[520, 1547, 542, 1555]
silk-cell: 556 ರೂ. bbox=[141, 537, 200, 557]
hn-valley-section bbox=[668, 104, 1040, 542]
lead-bullet: ■ ಎತ್ತಿನಹೊಳೆಯೋಜನೆ ಕಾಮಗಾರಿ ಶೇ.83ರಷ್ಟು ಪೂರ್ಣ bbox=[375, 379, 510, 402]
market-row bbox=[27, 305, 202, 319]
poem-line: ನಮಗೆ ಸಿಕ್ಕ ಕೊಡುಗೆ bbox=[135, 122, 190, 133]
market-row bbox=[27, 332, 202, 346]
disappoint-desk: ■ ಉದಯವಾಣಿ ಸಮಾಚಾರ bbox=[27, 1260, 100, 1270]
disappoint-bullet: ■ ತಾತಯ್ಯ ಮಾಡುತ್ತಿರುವ ಸರ್ಕಾರ bbox=[224, 1400, 396, 1412]
photo-figure bbox=[572, 1006, 617, 1096]
market-row bbox=[27, 319, 202, 333]
market-row bbox=[27, 251, 202, 265]
muniyappa-photo bbox=[797, 589, 1032, 724]
reg-dot bbox=[64, 1547, 86, 1555]
silk-cell: ಗರಿಷ್ಠ bbox=[29, 497, 81, 517]
bhagya-desk: ■ ಉದಯವಾಣಿ ಸಮಾಚಾರ bbox=[418, 1262, 491, 1272]
market-spacer bbox=[99, 319, 132, 333]
poem-line: ದೇಹ ಒಂದು ಉಸಿರ bbox=[136, 109, 190, 119]
market-item-name: ಸೀಮೆ ಬದನೆ bbox=[31, 333, 68, 344]
market-table bbox=[27, 251, 202, 413]
